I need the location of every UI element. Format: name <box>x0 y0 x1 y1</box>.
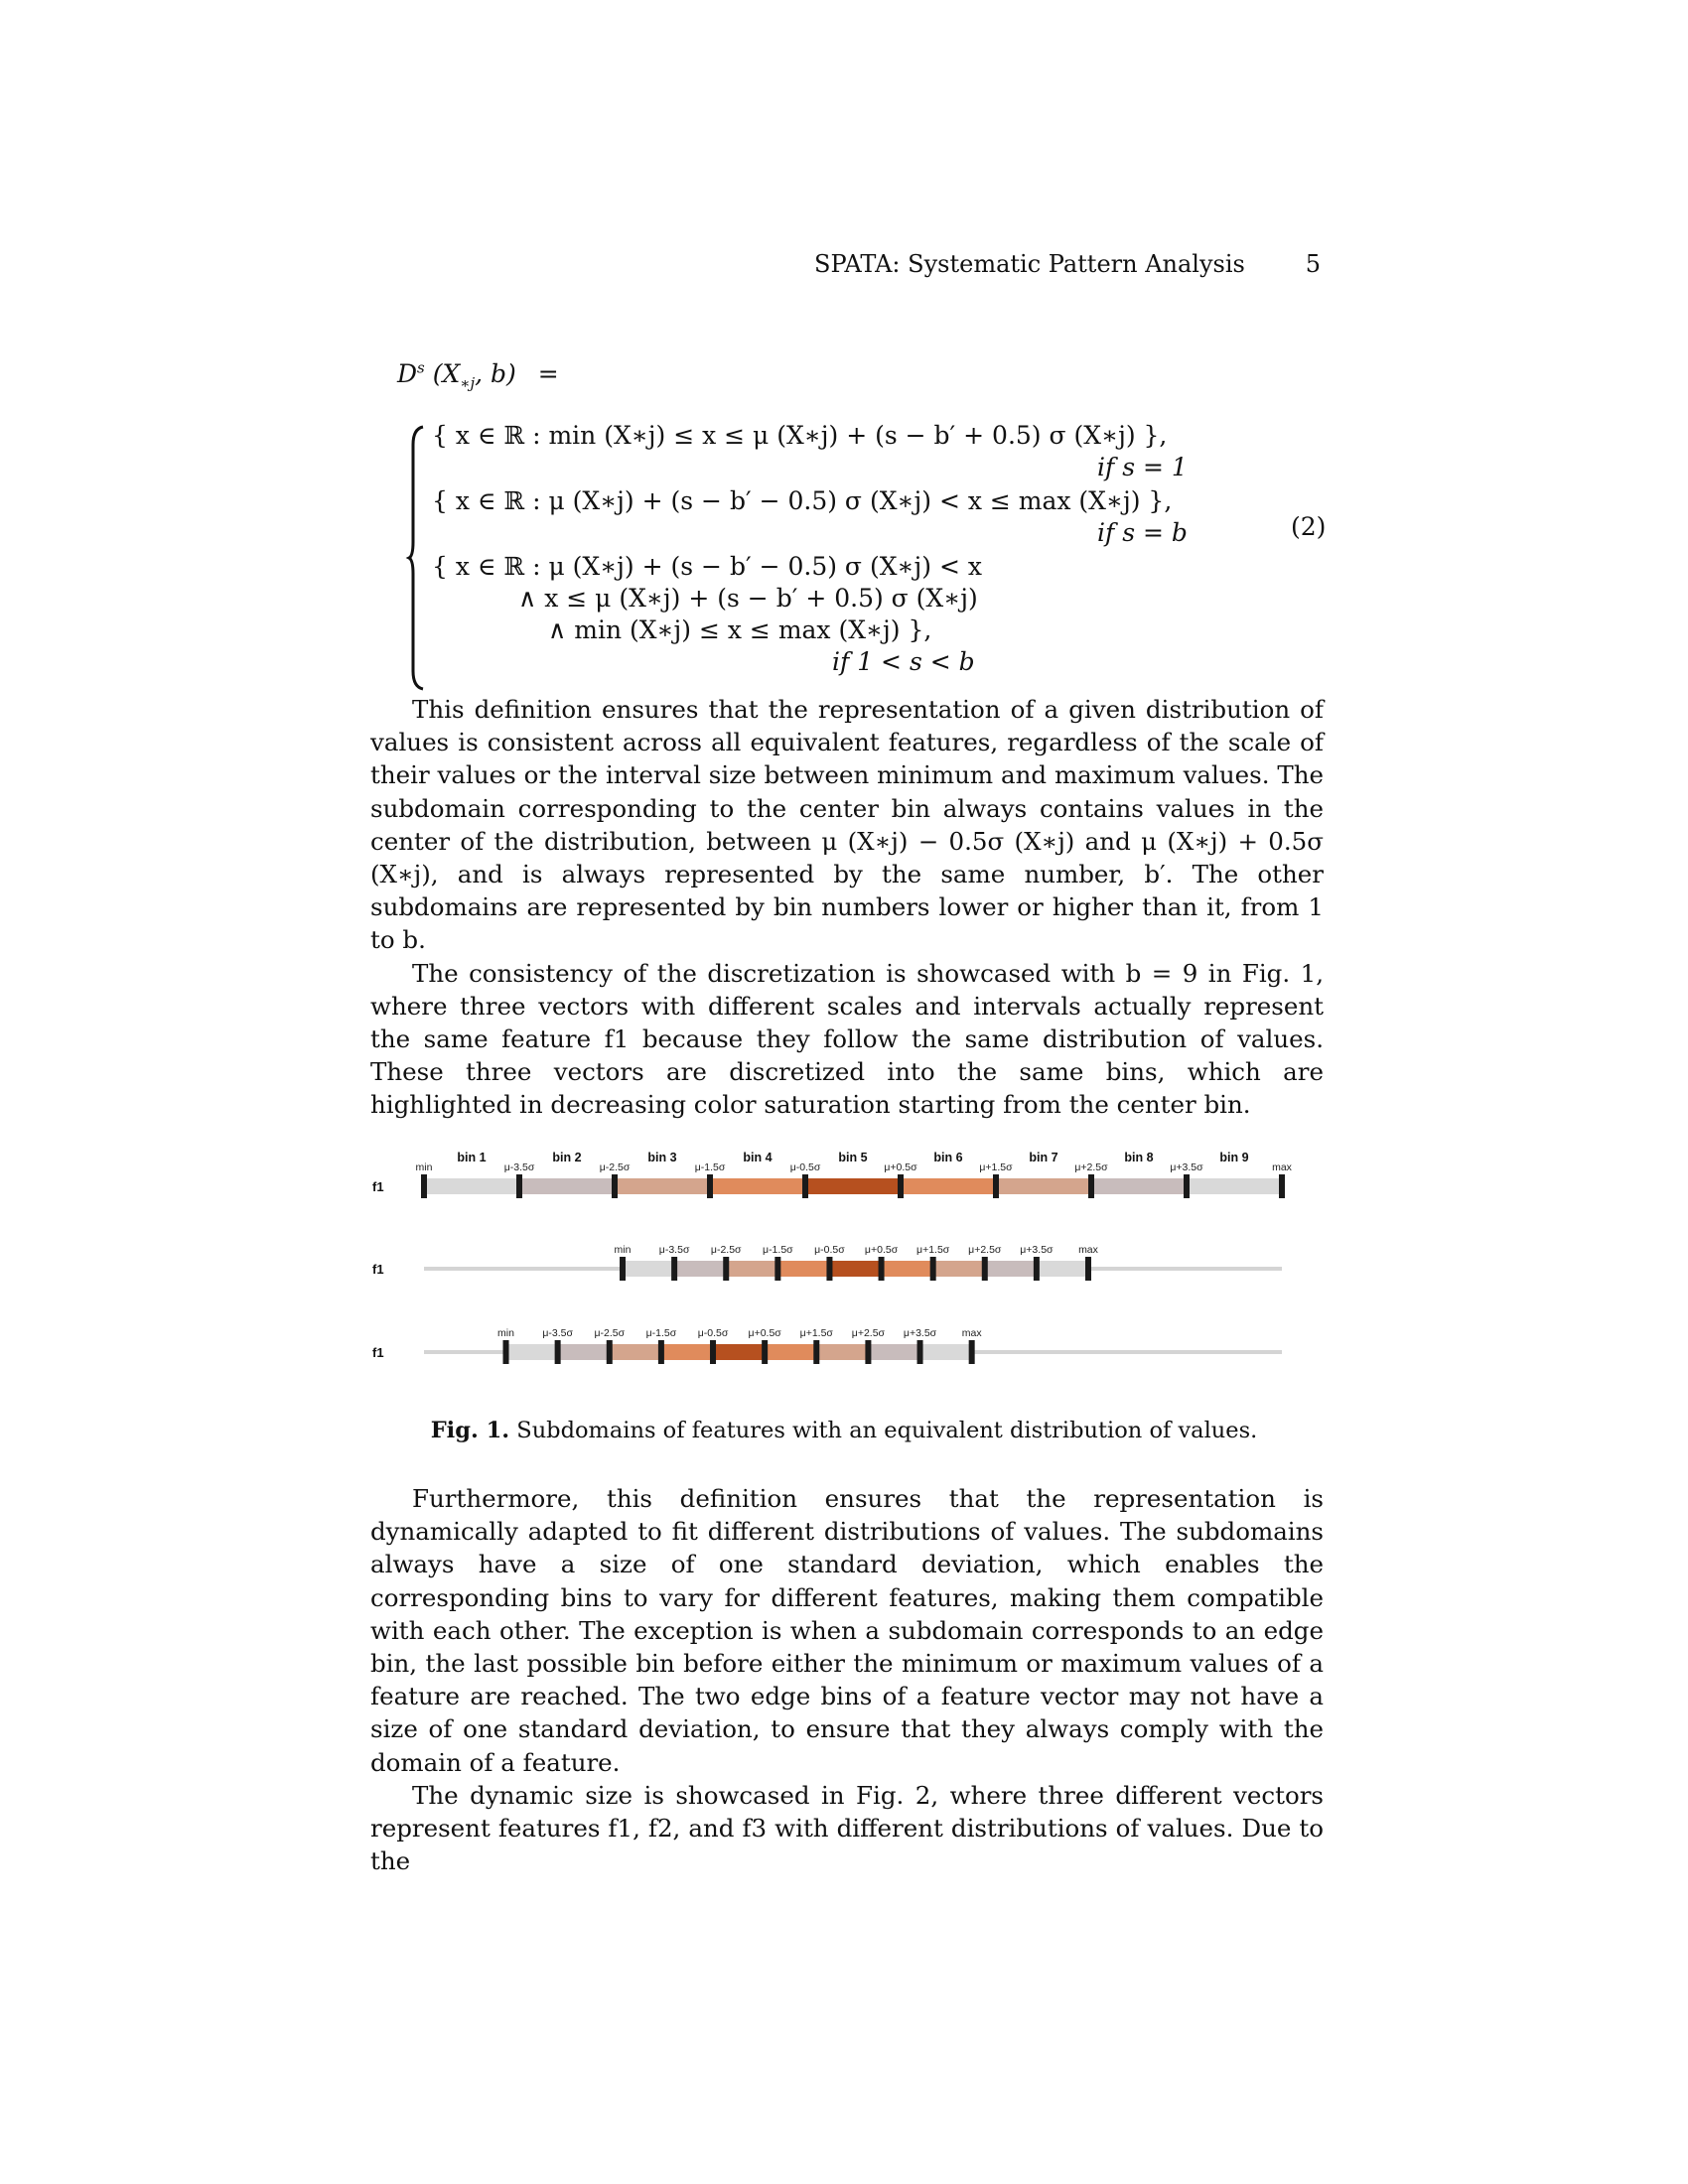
boundary-label: μ-3.5σ <box>503 1161 535 1173</box>
bin-segment <box>829 1261 881 1277</box>
bin-segment <box>615 1178 710 1194</box>
cases-brace <box>409 425 425 691</box>
bin-label: bin 4 <box>743 1151 773 1164</box>
bin-label: bin 7 <box>1029 1151 1058 1164</box>
boundary-label: μ+0.5σ <box>864 1244 899 1256</box>
bin-boundary-tick <box>607 1340 613 1364</box>
bin-boundary-tick <box>658 1340 664 1364</box>
bin-boundary-tick <box>1088 1174 1094 1198</box>
bin-boundary-tick <box>969 1340 975 1364</box>
bin-segment <box>777 1261 829 1277</box>
bin-boundary-tick <box>612 1174 618 1198</box>
boundary-label: μ-0.5σ <box>814 1244 845 1256</box>
bin-segment <box>424 1178 519 1194</box>
text-block-2 <box>370 1482 1324 1877</box>
bin-segment <box>765 1344 816 1360</box>
equation-condition-2: if s = b <box>1097 518 1188 547</box>
boundary-label: μ-1.5σ <box>763 1244 793 1256</box>
bin-segment <box>996 1178 1091 1194</box>
bin-segment <box>610 1344 661 1360</box>
equation-case-2: { x ∈ ℝ : μ (X∗j) + (s − b′ − 0.5) σ (X∗j) < x ≤ max (X∗j) }, <box>432 486 1173 515</box>
bin-boundary-tick <box>421 1174 427 1198</box>
boundary-label: max <box>961 1327 982 1339</box>
bin-segment <box>920 1344 972 1360</box>
feature-label: f1 <box>372 1345 384 1360</box>
equation-condition-3: if 1 < s < b <box>832 647 975 676</box>
bin-boundary-tick <box>802 1174 808 1198</box>
bin-segment <box>713 1344 765 1360</box>
bin-segment <box>558 1344 610 1360</box>
bin-boundary-tick <box>620 1257 626 1281</box>
boundary-label: μ+1.5σ <box>916 1244 950 1256</box>
boundary-label: μ-2.5σ <box>599 1161 631 1173</box>
bin-segment <box>901 1178 996 1194</box>
boundary-label: max <box>1272 1161 1292 1173</box>
equation-case-1: { x ∈ ℝ : min (X∗j) ≤ x ≤ μ (X∗j) + (s − b′ + 0.5) σ (X∗j) }, <box>432 421 1168 450</box>
running-header <box>814 250 1321 278</box>
boundary-label: max <box>1078 1244 1098 1256</box>
bin-boundary-tick <box>1184 1174 1190 1198</box>
boundary-label: μ+0.5σ <box>748 1327 781 1339</box>
bin-boundary-tick <box>865 1340 871 1364</box>
running-title: SPATA: Systematic Pattern Analysis <box>814 250 1245 278</box>
bin-segment <box>868 1344 919 1360</box>
bin-label: bin 2 <box>552 1151 582 1164</box>
caption-label: Fig. 1. <box>430 1418 510 1443</box>
boundary-label: μ+3.5σ <box>903 1327 937 1339</box>
bin-segment <box>726 1261 777 1277</box>
bin-segment <box>882 1261 933 1277</box>
paragraph: Furthermore, this definition ensures that the representation is dynamically adapted to fit different distributions of values. The subdomains always have a size of one standard deviation, which enables the corresponding bins to vary for different features, making them compatible with each other. The exception is when a subdomain corresponds to an edge bin, the last possible bin before either the minimum or maximum values of a feature are reached. The two edge bins of a feature vector may not have a size of one standard deviation, to ensure that they always comply with the domain of a feature. <box>370 1484 1324 1777</box>
bin-boundary-tick <box>917 1340 923 1364</box>
figure-1-diagram <box>372 1132 1331 1390</box>
bin-boundary-tick <box>774 1257 780 1281</box>
boundary-label: μ+1.5σ <box>799 1327 833 1339</box>
paragraph: The dynamic size is showcased in Fig. 2, where three different vectors represent features f1, f2, and f3 with different distributions of values. Due to the <box>370 1780 1324 1876</box>
boundary-label: min <box>614 1244 632 1256</box>
bin-segment <box>1187 1178 1282 1194</box>
bin-label: bin 5 <box>838 1151 868 1164</box>
equation-case-3-line-2: ∧ x ≤ μ (X∗j) + (s − b′ + 0.5) σ (X∗j) <box>518 584 978 613</box>
bin-segment <box>661 1344 713 1360</box>
boundary-label: μ-2.5σ <box>594 1327 626 1339</box>
boundary-label: μ+0.5σ <box>884 1161 917 1173</box>
bin-segment <box>1091 1178 1187 1194</box>
bin-boundary-tick <box>898 1174 904 1198</box>
figure-caption <box>0 1418 1688 1443</box>
boundary-label: μ-1.5σ <box>645 1327 677 1339</box>
bin-label: bin 1 <box>457 1151 487 1164</box>
boundary-label: μ-1.5σ <box>694 1161 726 1173</box>
feature-label: f1 <box>372 1262 384 1277</box>
caption-text: Subdomains of features with an equivalent distribution of values. <box>509 1418 1258 1443</box>
bin-boundary-tick <box>710 1340 716 1364</box>
bin-boundary-tick <box>1279 1174 1285 1198</box>
boundary-label: μ-2.5σ <box>710 1244 742 1256</box>
paragraph: The consistency of the discretization is showcased with b = 9 in Fig. 1, where three vectors with different scales and intervals actually represent the same feature f1 because they follow the same distribution of values. These three vectors are discretized into the same bins, which are highlighted in decreasing color saturation starting from the center bin. <box>370 958 1324 1120</box>
bin-segment <box>710 1178 805 1194</box>
bin-label: bin 8 <box>1124 1151 1154 1164</box>
boundary-label: μ+3.5σ <box>1020 1244 1054 1256</box>
bin-boundary-tick <box>723 1257 729 1281</box>
bin-boundary-tick <box>982 1257 988 1281</box>
bin-boundary-tick <box>555 1340 561 1364</box>
feature-label: f1 <box>372 1179 384 1194</box>
bin-boundary-tick <box>516 1174 522 1198</box>
boundary-label: μ+2.5σ <box>1074 1161 1108 1173</box>
bin-segment <box>816 1344 868 1360</box>
bin-segment <box>1037 1261 1088 1277</box>
bin-label: bin 3 <box>647 1151 677 1164</box>
boundary-label: μ-3.5σ <box>658 1244 690 1256</box>
paragraph: This definition ensures that the representation of a given distribution of values is consistent across all equivalent features, regardless of the scale of their values or the interval size between minimum and maximum values. The subdomain corresponding to the center bin always contains values in the center of the distribution, between μ (X∗j) − 0.5σ (X∗j) and μ (X∗j) + 0.5σ (X∗j), and is always represented by the same number, b′. The other subdomains are represented by bin numbers lower or higher than it, from 1 to b. <box>370 695 1324 955</box>
bin-segment <box>674 1261 726 1277</box>
bin-segment <box>985 1261 1037 1277</box>
boundary-label: μ-0.5σ <box>789 1161 821 1173</box>
bin-segment <box>623 1261 674 1277</box>
bin-label: bin 9 <box>1219 1151 1249 1164</box>
bin-boundary-tick <box>826 1257 832 1281</box>
text-block-1 <box>370 693 1324 1122</box>
bin-boundary-tick <box>1034 1257 1040 1281</box>
equation-lhs: $D^s$ ($X_{∗j}$, b) = <box>397 359 559 393</box>
bin-boundary-tick <box>930 1257 936 1281</box>
bin-boundary-tick <box>671 1257 677 1281</box>
bin-segment <box>805 1178 901 1194</box>
bin-boundary-tick <box>707 1174 713 1198</box>
bin-boundary-tick <box>879 1257 885 1281</box>
boundary-label: min <box>497 1327 514 1339</box>
bin-segment <box>933 1261 985 1277</box>
bin-segment <box>519 1178 615 1194</box>
bin-label: bin 6 <box>933 1151 963 1164</box>
boundary-label: μ+3.5σ <box>1170 1161 1203 1173</box>
bin-boundary-tick <box>503 1340 509 1364</box>
boundary-label: μ+2.5σ <box>851 1327 886 1339</box>
boundary-label: μ-3.5σ <box>542 1327 573 1339</box>
boundary-label: μ-0.5σ <box>697 1327 729 1339</box>
equation-number: (2) <box>1291 512 1327 541</box>
bin-segment <box>506 1344 558 1360</box>
equation-condition-1: if s = 1 <box>1097 453 1188 481</box>
boundary-label: μ+2.5σ <box>968 1244 1002 1256</box>
bin-boundary-tick <box>993 1174 999 1198</box>
boundary-label: μ+1.5σ <box>979 1161 1013 1173</box>
boundary-label: min <box>415 1161 433 1173</box>
bin-boundary-tick <box>762 1340 768 1364</box>
page-number: 5 <box>1305 250 1321 278</box>
equation-case-3-line-1: { x ∈ ℝ : μ (X∗j) + (s − b′ − 0.5) σ (X∗j) < x <box>432 552 982 581</box>
bin-boundary-tick <box>1085 1257 1091 1281</box>
equation-case-3-line-3: ∧ min (X∗j) ≤ x ≤ max (X∗j) }, <box>548 615 932 644</box>
bin-boundary-tick <box>813 1340 819 1364</box>
